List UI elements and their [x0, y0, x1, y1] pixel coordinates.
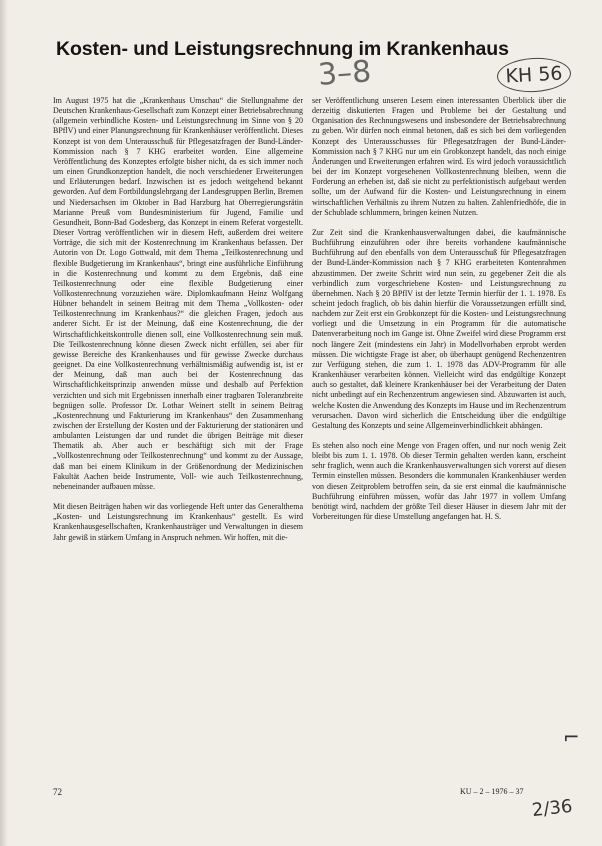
right-paragraph-1: ser Veröffentlichung unseren Lesern einen interessanten Überblick über die derzeitig diskutierten Fragen und Probleme bei der Gestaltung und Organisation des Rechnungswesens und insbesondere der Betriebsabrechnung zu geben. Wir dürfen noch einmal betonen, daß es sich bei dem vorliegenden Konzept des Unterausschusses für Pflegesatzfragen der Bund-Länder-Kommission nach § 7 KHG nur um ein Grobkonzept handelt, das noch einige Änderungen und Erweiterungen erfahren wird. Es wird jedoch voraussichtlich bei der im Konzept vorgesehenen Vollkostenrechnung bleiben, wenn die Forderung an erheben ist, daß sie nicht zu perfektionistisch aufgebaut werden sollte, um der Aufwand für die Kosten- und Leistungsrechnung in einem wirtschaftlichen Verhältnis zu ihrem Nutzen zu halten. Zahlenfriedhöfe, die in der Schublade schlummern, bringen keinen Nutzen.	[312, 96, 566, 217]
handwritten-page-note: 2/36	[531, 795, 574, 822]
scan-shadow	[0, 0, 8, 846]
journal-footer: KU – 2 – 1976 – 37	[460, 787, 524, 796]
right-paragraph-2: Zur Zeit sind die Krankenhausverwaltungen dabei, die kaufmännische Buchführung einzuführen oder ihre bereits vorhandene kaufmännische Buchführung auf den ebenfalls von dem Unterausschuß für Pflegesatzfragen der Bund-Länder-Kommission nach § 7 KHG erarbeiteten Kontenrahmen abzustimmen. Der zweite Schritt wird nun sein, zu gegebener Zeit die als verbindlich zum vorgeschriebene Kosten- und Leistungsrechnung zu übernehmen. Nach § 20 BPflV ist der letzte Termin hierfür der 1. 1. 1978. Es scheint jedoch fraglich, ob bis dahin hierfür die Voraussetzungen erfüllt sind, nachdem zur Zeit erst ein Grobkonzept für die Kosten- und Leistungsrechnung vorliegt und die Umsetzung in ein Programm für die automatische Datenverarbeitung noch im Gange ist. Ohne Zweifel wird diese Programm erst noch längere Zeit (mindestens ein Jahr) in Modellvorhaben erprobt werden müssen. Die wichtigste Frage ist aber, ob überhaupt genügend Rechenzentren zur Verfügung stehen, die zum 1. 1. 1978 das ADV-Programm für alle Krankenhäuser verarbeiten können. Vielleicht wird das endgültige Konzept auch so gestaltet, daß kleinere Krankenhäuser bei der Verarbeitung der Daten nicht unbedingt auf ein Rechenzentrum angewiesen sind. Abzuwarten ist auch, welche Kosten die Anwendung des Konzepts im Hause und im Rechenzentrum verursachen. Davon wird sicherlich die Entscheidung über die endgültige Gestaltung des Konzepts und seine Allgemeinverbindlichkeit abhängen.	[312, 227, 566, 430]
page-number: 72	[53, 787, 62, 797]
left-paragraph-2: Mit diesen Beiträgen haben wir das vorliegende Heft unter das Generalthema „Kosten- und Leistungsrechnung im Krankenhaus“ gestellt. Es wird Krankenhausgesellschaften, Krankenhausträger und Verwaltungen in diesem Jahr gewiß in stärkem Umfang in Anspruch nehmen. Wir hoffen, mit die-	[53, 502, 303, 542]
left-paragraph-1: Im August 1975 hat die „Krankenhaus Umschau“ die Stellungnahme der Deutschen Krankenhaus-Gesellschaft zum Konzept einer Betriebsabrechnung (allgemein verbindliche Kosten- und Leistungsrechnung im Sinne von § 20 BPflV) und einer Planungsrechnung für Krankenhäuser veröffentlicht. Dieses Konzept ist von dem Unterausschuß für Pflegesatzfragen der Bund-Länder-Kommission nach § 7 KHG erarbeitet worden. Eine allgemeine Veröffentlichung des Konzeptes erfolgte bisher nicht, da es sich immer noch um einen Grundkonzeption handelt, die noch verschiedener Erweiterungen und Erläuterungen bedarf. Inzwischen ist es jedoch weitgehend bekannt geworden. Auf dem Fortbildungslehrgang der Landesgruppen Berlin, Bremen und Niedersachsen im Oktober in Bad Harzburg hat Oberregierungsrätin Marianne Preuß vom Bundesministerium für Jugend, Familie und Gesundheit, Bonn-Bad Godesberg, das Konzept in einem Referat vorgestellt. Dieser Vortrag veröffentlichen wir in diesem Heft, außerdem drei weitere Vorträge, die sich mit der Kostenrechnung im Krankenhaus befassen. Der Autorin von Dr. Logo Gottwald, mit dem Thema „Teilkostenrechnung und flexible Budgetierung im Krankenhaus“, bringt eine ausführliche Einführung in die Kostenrechnung und kommt zu dem Ergebnis, daß eine Teilkostenrechnung oder eine flexible Budgetierung einer Vollkostenrechnung vorzuziehen wäre. Diplomkaufmann Heinz Wolfgang Hübner behandelt in seinem Beitrag mit dem Thema „Vollkosten- oder Teilkostenrechnung im Krankenhaus?“ die gleichen Fragen, jedoch aus anderer Sicht. Er ist der Meinung, daß eine Kostenrechnung, die der Wirtschaftlichkeitskontrolle dienen soll, eine Vollkostenrechnung sein muß. Die Teilkostenrechnung könne diesen Zweck nicht erfüllen, sei aber für gewisse Bereiche des Krankenhauses und für gewisse Zwecke durchaus geeignet. Da eine Vollkostenrechnung verhältnismäßig aufwendig ist, ist er der Meinung, daß man auch bei der Kostenrechnung das Wirtschaftlichkeitsprinzip anwenden müsse und deshalb auf Perfektion verzichten und sich mit Ergebnissen innerhalb einer tragbaren Toleranzbreite begnügen solle. Professor Dr. Lothar Weinert stellt in seinem Beitrag „Kostenrechnung und Fakturierung im Krankenhaus“ den Zusammenhang zwischen der Erstellung der Kosten und der Fakturierung der stationären und ambulanten Leistungen dar und rundet die übrigen Beiträge mit dieser Thematik ab. Aber auch er beschäftigt sich mit der Frage „Vollkostenrechnung oder Teilkostenrechnung“ und kommt zu der Aussage, daß man bei einem Klinikum in der Größenordnung der Medizinischen Fakultät Aachen beide Instrumente, Voll- wie auch Teilkostenrechnung, nebeneinander aufbauen müsse.	[53, 96, 303, 491]
handwritten-reference: 3–8	[316, 54, 373, 93]
archive-stamp: KH 56	[496, 56, 572, 94]
right-paragraph-3: Es stehen also noch eine Menge von Fragen offen, und nur noch wenig Zeit bleibt bis zum 1. 1. 1978. Ob dieser Termin gehalten werden kann, erscheint sehr fraglich, wenn auch die Krankenhausverwaltungen sich vorerst auf diesen Termin einstellen müssen. Besonders die kommunalen Krankenhäuser werden von diesen Zeitproblem betroffen sein, da sie erst einmal die kaufmännische Buchführung einführen müssen, wofür das Jahr 1977 in vollem Umfang benötigt wird, nachdem der größte Teil dieser Häuser in diesem Jahr mit der Vorbereitungen für diese Umstellung angefangen hat. H. S.	[312, 441, 566, 522]
right-column	[312, 96, 566, 532]
left-column	[53, 96, 303, 553]
handwritten-bracket-mark: ⌐	[563, 725, 580, 749]
article-title: Kosten- und Leistungsrechnung im Krankenhaus	[56, 38, 509, 60]
